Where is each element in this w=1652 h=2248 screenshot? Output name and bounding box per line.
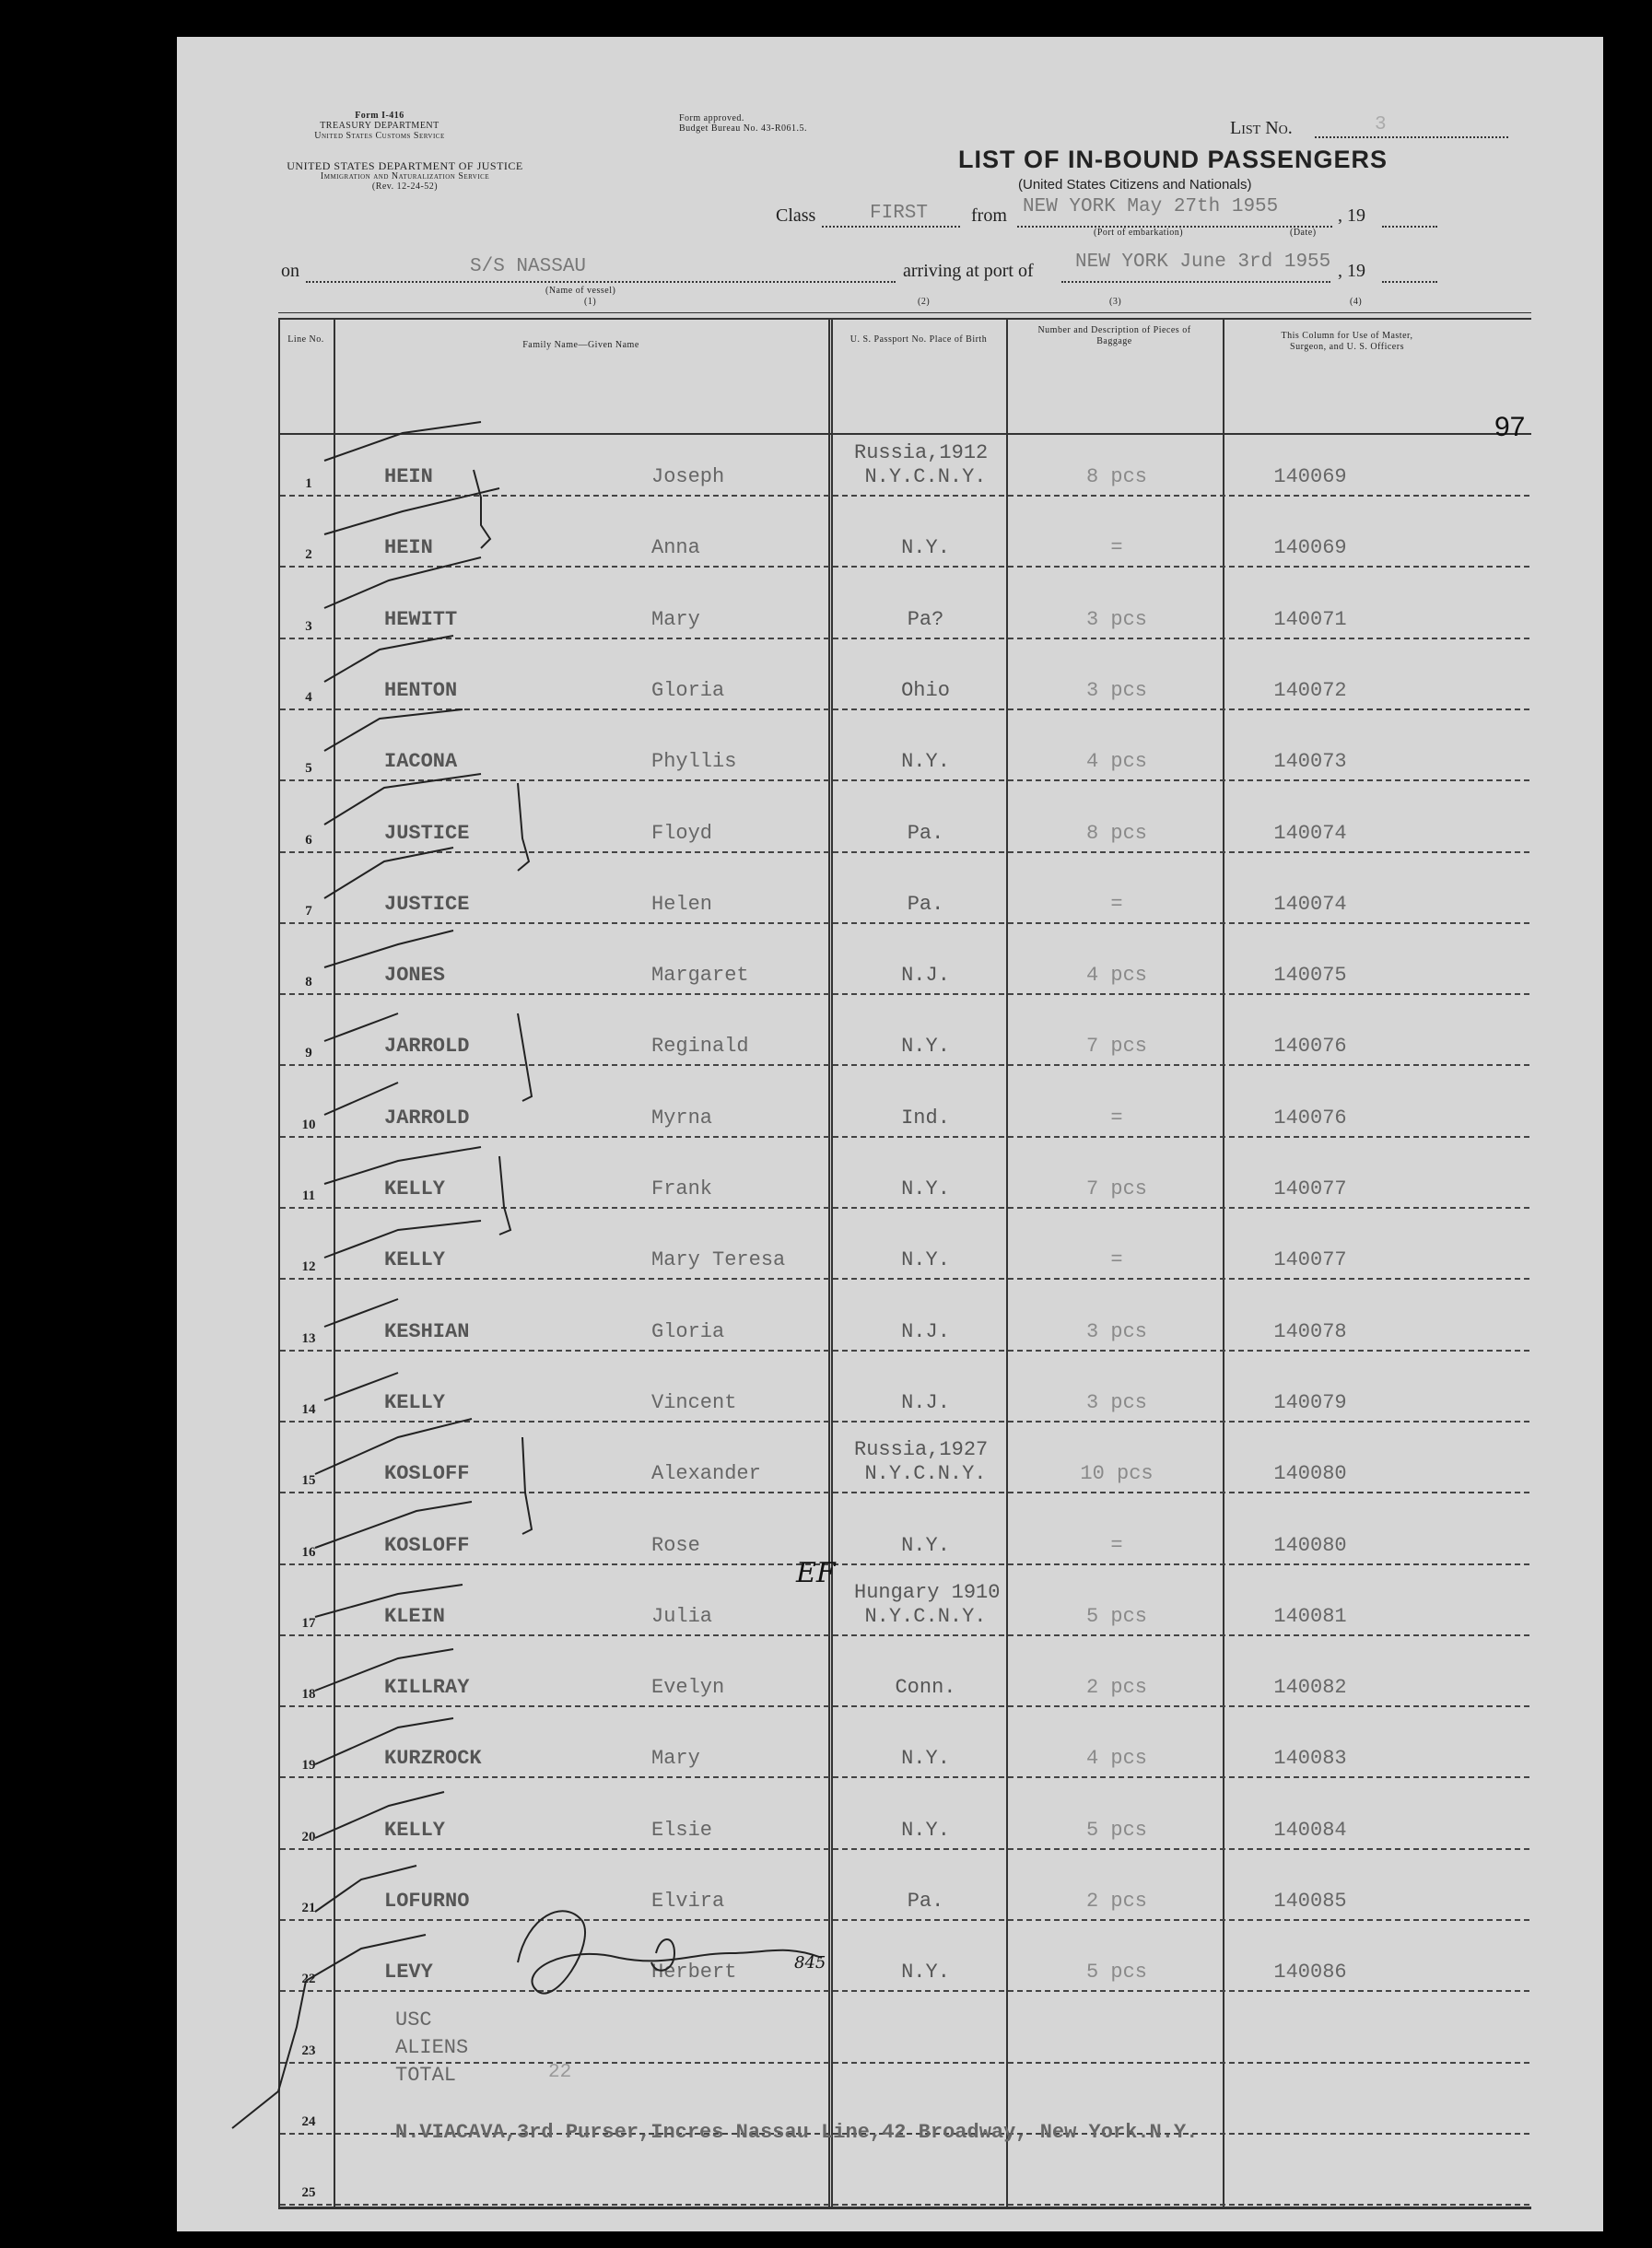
official-number: 140073: [1273, 750, 1347, 774]
line-number: 2: [305, 547, 312, 563]
family-name: LOFURNO: [384, 1890, 470, 1913]
place-of-birth: N.J.: [901, 1319, 950, 1343]
official-number: 140075: [1273, 964, 1347, 988]
given-name: Gloria: [651, 1319, 725, 1343]
line-number: 4: [305, 689, 312, 705]
given-name: Margaret: [651, 964, 749, 988]
place-of-birth: N.J.: [901, 964, 950, 988]
baggage: 2 pcs: [1085, 1890, 1147, 1913]
place-of-birth-top: Russia,1927: [854, 1438, 989, 1462]
family-name: KESHIAN: [384, 1319, 470, 1343]
line-number: 16: [301, 1544, 316, 1560]
place-of-birth: N.Y.: [901, 1961, 950, 1985]
official-number: 140086: [1273, 1961, 1347, 1985]
baggage: 10 pcs: [1080, 1462, 1154, 1486]
given-name: Mary: [651, 607, 700, 631]
family-name: HEIN: [384, 465, 433, 488]
family-name: KURZROCK: [384, 1747, 482, 1771]
given-name: Myrna: [651, 1106, 713, 1130]
given-name: Floyd: [651, 821, 713, 845]
baggage: 4 pcs: [1085, 750, 1147, 774]
col1-caption: (1): [584, 297, 597, 307]
place-of-birth: N.Y.: [901, 536, 950, 560]
baggage: =: [1110, 892, 1123, 916]
line-number: 6: [305, 832, 312, 848]
col2-caption: (2): [918, 297, 931, 307]
family-name: KLEIN: [384, 1604, 446, 1628]
officer-signature: [518, 1911, 822, 1993]
baggage: 3 pcs: [1085, 1390, 1147, 1414]
given-name: Joseph: [651, 465, 725, 488]
given-name: Alexander: [651, 1462, 761, 1486]
baggage: 8 pcs: [1085, 465, 1147, 488]
agency-line: UNITED STATES DEPARTMENT OF JUSTICE: [287, 159, 523, 172]
given-name: Mary: [651, 1747, 700, 1771]
list-no-value: 3: [1375, 114, 1387, 135]
family-name: KOSLOFF: [384, 1462, 470, 1486]
official-number: 140079: [1273, 1390, 1347, 1414]
page-title: LIST OF IN-BOUND PASSENGERS: [958, 146, 1388, 173]
official-number: 140069: [1273, 536, 1347, 560]
baggage: =: [1110, 1533, 1123, 1557]
family-name: HEWITT: [384, 607, 458, 631]
date-caption: (Date): [1290, 228, 1317, 238]
place-of-birth: N.Y.: [901, 1248, 950, 1272]
arriving-value: NEW YORK June 3rd 1955: [1075, 252, 1331, 273]
check-marks: [232, 422, 499, 2128]
place-of-birth: N.Y.C.N.Y.: [864, 1604, 987, 1628]
family-name: KELLY: [384, 1248, 446, 1272]
arriving-label: arriving at port of: [903, 261, 1034, 281]
baggage: =: [1110, 1248, 1123, 1272]
form-number: Form I-416: [355, 111, 404, 121]
baggage: 7 pcs: [1085, 1177, 1147, 1200]
official-number: 140069: [1273, 465, 1347, 488]
family-brackets: [474, 470, 532, 1534]
given-name: Reginald: [651, 1035, 749, 1059]
place-of-birth: Pa.: [907, 821, 944, 845]
on-label: on: [281, 261, 299, 281]
from-label: from: [971, 205, 1007, 226]
official-number: 140076: [1273, 1106, 1347, 1130]
family-name: JUSTICE: [384, 892, 470, 916]
official-number: 140078: [1273, 1319, 1347, 1343]
official-number: 140074: [1273, 821, 1347, 845]
given-name: Elvira: [651, 1890, 725, 1913]
family-name: JONES: [384, 964, 446, 988]
given-name: Julia: [651, 1604, 713, 1628]
line-number: 24: [301, 2113, 316, 2129]
col3-caption: (3): [1109, 297, 1122, 307]
given-name: Mary Teresa: [651, 1248, 786, 1272]
baggage: 2 pcs: [1085, 1676, 1147, 1700]
family-name: KELLY: [384, 1177, 446, 1200]
place-of-birth: N.J.: [901, 1390, 950, 1414]
baggage: 7 pcs: [1085, 1035, 1147, 1059]
line-number: 3: [305, 618, 312, 634]
given-name: Frank: [651, 1177, 713, 1200]
place-of-birth: Ind.: [901, 1106, 950, 1130]
official-number: 140080: [1273, 1533, 1347, 1557]
official-number: 140085: [1273, 1890, 1347, 1913]
approval-line: Budget Bureau No. 43-R061.5.: [679, 123, 807, 134]
line-number: 15: [301, 1473, 316, 1489]
header-baggage: Number and Description of Pieces of Baggage: [1037, 325, 1191, 346]
baggage: 8 pcs: [1085, 821, 1147, 845]
place-of-birth: N.Y.C.N.Y.: [864, 1462, 987, 1486]
list-no-label: List No.: [1230, 118, 1293, 138]
given-name: Phyllis: [651, 750, 737, 774]
family-name: JARROLD: [384, 1106, 470, 1130]
line-number: 5: [305, 761, 312, 777]
family-name: KILLRAY: [384, 1676, 470, 1700]
baggage: =: [1110, 1106, 1123, 1130]
place-of-birth: N.Y.: [901, 750, 950, 774]
place-of-birth: Conn.: [895, 1676, 956, 1700]
official-number: 140082: [1273, 1676, 1347, 1700]
year-label-2: , 19: [1338, 261, 1365, 281]
baggage: 5 pcs: [1085, 1961, 1147, 1985]
baggage: 3 pcs: [1085, 607, 1147, 631]
agency-line: TREASURY DEPARTMENT: [320, 121, 439, 131]
header-officers: This Column for Use of Master, Surgeon, and U. S. Officers: [1281, 331, 1413, 352]
agency-line: United States Customs Service: [314, 131, 445, 141]
given-name: Gloria: [651, 678, 725, 702]
place-of-birth-top: Russia,1912: [854, 441, 989, 464]
line-number: 9: [305, 1046, 312, 1061]
place-of-birth: Pa.: [907, 892, 944, 916]
header-line-no: Line No.: [287, 334, 324, 345]
page-subtitle: (United States Citizens and Nationals): [1018, 177, 1252, 193]
family-name: HENTON: [384, 678, 458, 702]
official-number: 140081: [1273, 1604, 1347, 1628]
official-number: 140071: [1273, 607, 1347, 631]
purser-line: N.VIACAVA,3rd Purser,Incres Nassau Line,42 Broadway, New York.N.Y.: [395, 2121, 1199, 2144]
agency-line: Immigration and Naturalization Service: [320, 171, 490, 181]
hungary-initials: EF: [796, 1557, 836, 1589]
family-name: LEVY: [384, 1961, 433, 1985]
given-name: Rose: [651, 1533, 700, 1557]
place-of-birth: N.Y.: [901, 1533, 950, 1557]
place-of-birth: N.Y.: [901, 1035, 950, 1059]
vessel-value: S/S NASSAU: [470, 256, 587, 277]
given-name: Vincent: [651, 1390, 737, 1414]
line-number: 23: [301, 2043, 316, 2058]
place-of-birth: Ohio: [901, 678, 950, 702]
given-name: Elsie: [651, 1818, 713, 1842]
official-number: 140077: [1273, 1177, 1347, 1200]
approval-line: Form approved.: [679, 113, 744, 123]
family-name: HEIN: [384, 536, 433, 560]
official-number: 140083: [1273, 1747, 1347, 1771]
totals-aliens: ALIENS: [395, 2036, 469, 2059]
family-name: KELLY: [384, 1818, 446, 1842]
header-passport: U. S. Passport No. Place of Birth: [849, 334, 988, 345]
line-number: 8: [305, 975, 312, 990]
place-of-birth-top: Hungary 1910: [854, 1580, 1001, 1604]
line-number: 22: [301, 1972, 316, 1987]
line-number: 1: [305, 476, 312, 491]
place-of-birth: N.Y.: [901, 1177, 950, 1200]
place-of-birth: N.Y.C.N.Y.: [864, 465, 987, 488]
place-of-birth: Pa.: [907, 1890, 944, 1913]
baggage: 5 pcs: [1085, 1818, 1147, 1842]
official-number: 140077: [1273, 1248, 1347, 1272]
family-name: JUSTICE: [384, 821, 470, 845]
line-number: 7: [305, 903, 312, 919]
place-of-birth: N.Y.: [901, 1747, 950, 1771]
vessel-caption: (Name of vessel): [545, 286, 616, 296]
line-number: 21: [301, 1901, 316, 1915]
line-number: 19: [301, 1758, 316, 1774]
revision-line: (Rev. 12-24-52): [371, 181, 439, 192]
totals-usc: USC: [395, 2008, 432, 2031]
line-number: 13: [301, 1330, 316, 1346]
totals-value: 22: [548, 2062, 572, 2083]
baggage: 3 pcs: [1085, 678, 1147, 702]
family-name: JARROLD: [384, 1035, 470, 1059]
official-number: 140074: [1273, 892, 1347, 916]
page-number: 97: [1494, 412, 1526, 442]
port-embark-caption: (Port of embarkation): [1094, 228, 1184, 238]
line-number: 25: [301, 2185, 316, 2201]
line-number: 11: [301, 1188, 316, 1203]
baggage: 4 pcs: [1085, 964, 1147, 988]
official-number: 140076: [1273, 1035, 1347, 1059]
class-label: Class: [776, 205, 816, 226]
line-number: 10: [301, 1117, 316, 1132]
from-value: NEW YORK May 27th 1955: [1023, 196, 1279, 217]
official-number: 140080: [1273, 1462, 1347, 1486]
header-name: Family Name—Given Name: [522, 340, 639, 350]
col4-caption: (4): [1350, 297, 1363, 307]
line-number: 12: [301, 1259, 316, 1275]
baggage: =: [1110, 536, 1123, 560]
official-number: 140084: [1273, 1818, 1347, 1842]
place-of-birth: N.Y.: [901, 1818, 950, 1842]
year-label: , 19: [1338, 205, 1365, 226]
totals-total: TOTAL: [395, 2064, 457, 2087]
line-number: 20: [301, 1829, 316, 1844]
handwritten-marks: [177, 37, 1603, 2231]
line-number: 17: [301, 1615, 316, 1631]
baggage: 5 pcs: [1085, 1604, 1147, 1628]
place-of-birth: Pa?: [907, 607, 944, 631]
baggage: 4 pcs: [1085, 1747, 1147, 1771]
family-name: IACONA: [384, 750, 458, 774]
form-page: [177, 37, 1603, 2231]
given-name: Evelyn: [651, 1676, 725, 1700]
family-name: KOSLOFF: [384, 1533, 470, 1557]
signature-number: 845: [794, 1953, 826, 1973]
given-name: Herbert: [651, 1961, 737, 1985]
line-number: 14: [301, 1401, 316, 1417]
class-value: FIRST: [870, 203, 929, 224]
family-name: KELLY: [384, 1390, 446, 1414]
given-name: Helen: [651, 892, 713, 916]
official-number: 140072: [1273, 678, 1347, 702]
line-number: 18: [301, 1687, 316, 1703]
baggage: 3 pcs: [1085, 1319, 1147, 1343]
given-name: Anna: [651, 536, 700, 560]
